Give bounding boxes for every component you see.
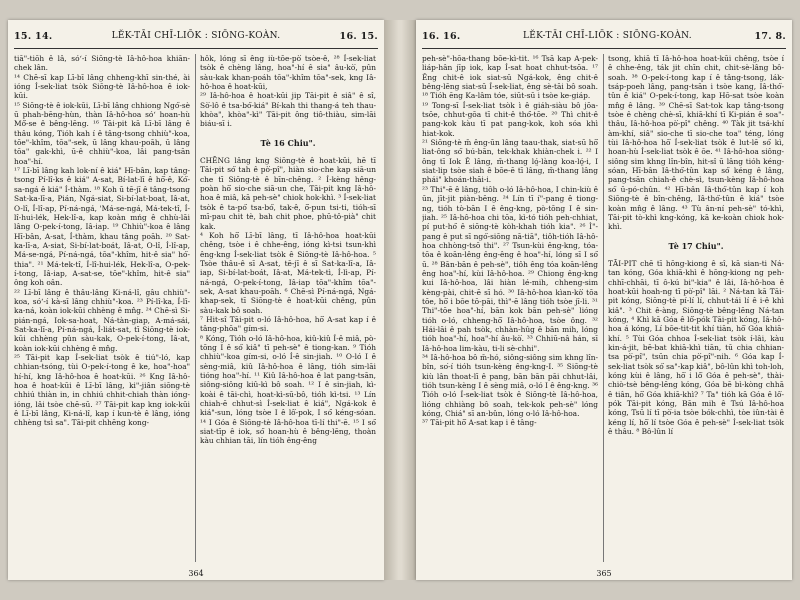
- text-column-left: [14, 54, 190, 564]
- header-rule: [14, 48, 378, 49]
- book-title: LĔK-TĀI CHĪ-LIŌK : SIŌNG-KOÀN.: [523, 31, 692, 41]
- text-column-left: [422, 54, 598, 564]
- body-text: hôk, lóng sī êng iù-tōe-pò͘ tsòe-ê, ²⁸ Í-sek-liat tsòk ê chèng lâng, hoa"-hí ê sia" âu-kò͘, pûn sàu-kak khan-poáh tōa"-khîm tōa"-sek, kng Iâ-hô-hoa ê hoat-kūi, ²⁹ Iâ-hô-hoa ê hoat-kūi jip Tāi-pit ê siâ" ê sî, Sò͘-lô ê tsa-bó͘-kiá" Bí-kah thi thang-á teh thau-khòa", khòa"-kì" Tāi-pit ông tiô-thiàu, sim-lāi biáu-sī i.: [200, 54, 376, 129]
- page-number: 365: [596, 569, 612, 578]
- chapter-heading: Tè 17 Chiu".: [668, 240, 724, 251]
- body-text: TĀI-PIT chē tī hōng-kiong ê sî, kā sian-ti Ná-tan kóng, Góa khiā-khì ê hōng-kiong ng peh-chhī-chhāi, tī ô-kú bi"-kia" ê lâi, Iâ-hô-hoa ê hoat-kūi hoah-ng tī pò͘-pî" lāi. ² Ná-tan kā Tāi-pit kóng, Siōng-tè pí-lí lí, chhut-tái lí ê i-ê khì kiâ". ³ Chit ê-àng, Siōng-tè bêng-lēng Ná-tan kóng, ⁴ Khì kā Góa ê lô͘-pók Tāi-pit kóng, Iâ-hô-hoa á kóng, Lí bōe-tit-tit khí tiān, hō͘ Góa khiā-khí. ⁵ Tùi Góa chhoa Í-sek-liat tsòk í-lâi, kàu kin-á-jit, bē-bat khiā-khì tiān, tū chia chhian-tsa pò͘-pî", tsūn chia pò͘-pî"-nih. ⁶ Góa kap Í-sek-liat tsòk só͘ sa"-kap kiâ", bô-lûn khì toh-loh, kóng kùi ê lâng, hō͘ i lô͘ Góa ê peh-sè", thài-chiò-tsè bêng-lēng kóng, Góa bē bì-kòng chhā ê tiân, hō͘ Góa khiā-khì? ⁷ Ta" tióh kā Góa ê lô͘-pók Tāi-pit kóng, Bān mih ê Tsú Iâ-hô-hoa kóng, Tsū lí tī pò͘-ia tsòe bók-chhì, tòe iûn-tài ê kéng lí, hō͘ lí tsòe Góa ê peh-sè" Í-sek-liat tsòk ê thâu. ⁸ Bô-lûn lí: [608, 258, 784, 437]
- right-book-page: [416, 20, 792, 580]
- chapter-verse-start: 16. 16.: [422, 30, 461, 42]
- left-book-page: [8, 20, 384, 580]
- chapter-verse-start: 15. 14.: [14, 30, 53, 42]
- chapter-verse-end: 16. 15.: [339, 30, 378, 42]
- column-divider: [603, 54, 604, 562]
- running-head: [422, 28, 786, 44]
- header-rule: [422, 48, 786, 49]
- body-text: tsong, khiā tī Iâ-hô-hoa hoat-kūi chêng, tsòe í ê chhe-êng, ták jit chīn chit, chit-sè-lâng bô-soah. ³⁸ O-pek-í-tong kap í ê tâng-tsong, lák-tsáp-poeh lâng, pang-tsān i tsòe kang, Iâ-thó͘-tûn ê kiá" O-pek-í-tong, kap Hō-sat tsòe koàn mn̂g ê lâng. ³⁹ Chē-sī Sat-tok kap tâng-tsong tsòe ê chèng chè-sī, khiā-khí tī Ki-pián ê soa"-thâu, Iâ-hô-hoa pò͘-pî" chêng. ⁴⁰ Tàk jit tsá-khí àm-khí, siâ" sio-che tī sio-che toa" téng, lóng tùi Iâ-hô-hoa hō͘ Í-sek-liat tsòk ê lut-lē só͘ kì, hoan-hù Í-sek-liat tsòk ê ōe. ⁴¹ Iâ-hô-hoa siông-siông sim khng lîn-bîn, hit-sî ū lâng tióh kéng-sóan, Hī-bân Iâ-thó͘-tûn kap só͘ kéng ê lâng, pang-tsān chiah-ê chè-sì, tsun-kèng Iâ-hô-hoa só͘ ū-pó-chûn. ⁴² Hī-bân Iâ-thó͘-tûn kap í koh Siōng-tè ê bîn-chêng, Iâ-thó͘-tûn ê kiá" tsòe koàn mn̂g ê lâng. ⁴³ Tù ân-ní peh-sè" tó-khì, Tāi-pit tò-khì kng-kóng, kā ke-koàn chiok hok-khì.: [608, 54, 784, 232]
- body-text: peh-sè"-hōa-thang bōe-kì-tit. ¹⁶ Tsā kap A-pek-liáp-hân jīp iok, kap Í-sat hoat chhut-tsōa. ¹⁷ Êng chit-ê iok siat-sū Ngá-kok, êng chit-ê bêng-lēng siat-sū Í-sek-liat, êng sè-tāi bô soah. ¹⁸ Tióh ēng Ka-lâm tóe, siūt-sū i tsòe ke-giáp. ¹⁹ Tong-sī Í-sek-liat tsòk ì ê giáh-siàu bô jōa-tsōe, chhut-gōa tī chit-ê thó͘-tōe. ²⁰ Thì chit-ê pang-kok kàu tī pat pang-kok, koh sóa khì hiat-kok. ²¹ Siōng-tè m̄ êng-ūn lâng taau-thak, siat-sū hō͘ liat-ông só͘ bú-bān, tek-khak khiàn-chek i. ²² I ông tī Iok Ê lâng, m̄-thang ló̤-làng koa-ló̤-i, I siat-lip tsòe siah ê bōe-ē tī lâng, m̄-thang lâng phái" khoán-thāi-i. ²³ Thi"-ē ê lâng, tiôh o-ló Iâ-hô-hoa, I chin-kiù ê ūn, jīt-jit piàn-bēng. ²⁴ Lín tī í"-pang ê tiong-ng, tióh tò-bān I ê êng-kng, pò-tōng I ê sin-jiah. ²⁵ Iâ-hô-hoa chi tōa, kì-tó tióh peh-chhiat, pí put-hó͘ ê siōng-tè kòh-khah tióh kia". ²⁶ Ì"-pang ê put sī ngó͘-siōng nā-tiā", tiôh-tióh Iâ-hô-hoa chhòng-tsō thi". ²⁷ Tsun-kùi êng-kng, tóa-tōa ê koān-lêng êng-êng ê hoa"-hí, lóng sī I só͘ ū. ²⁸ Bān-bān ê peh-sè", tiôh êng tóa koān-lêng êng hoa"-hí, kùi Iâ-hô-hoa. ²⁹ Chiong êng-kng kui Iâ-hô-hoa, lâi hiàn lé-mih, chheng-sim kèng-pài, chit-ē sī hó. ³⁰ Iâ-hô-hoa kìan-kò͘ tōa tōe, hō͘ i bōe tō-pāi, thì"-ē lâng tióh tsòe jī-li. ³¹ Thi"-tōe hoa"-hí, bān kok bān peh-sè" lióng tióh o-ló, chheng-hō͘ Iâ-hô-hoa, tsòe ông. ³² Hái-lāi ê pah tsòk, chhàn-hûg ê bān mih, lóng tióh hoa"-hí, hoa"-hí âu-kò͘. ³³ Chhiū-nâ hán, sī Iâ-hô-hoa lim-kàu, ti-li sè-chhi". ³⁴ Iâ-hô-hoa bô m̄-hó, siông-siông sim khng lîn-bîn, so͘-í tióh tsun-kèng êng-kng-I. ³⁵ Siōng-tè kiù lân thoat-lī ê pang, bān bān pāi chhut-lâi, tióh tsun-kèng I ê sèng miâ, o-ló I ê êng-kng. ³⁶ Tióh o-ló Í-sek-liat tsòk ê Siōng-tè Iâ-hô-hoa, lióng chhiàng bô soah, tek-kok peh-sè" lóng kóng, Chiá" sī an-bûn, lóng o-ló Iâ-hô-hoa. ³⁷ Tāi-pit hō͘ A-sat kap i ê tâng-: [422, 54, 598, 428]
- body-text: CHĒNG lâng kng Siōng-tè ê hoat-kūi, hē tī Tāi-pit só͘ tah ê pò͘-pî", hiàn sio-che kap siā-un che tī Siōng-tè ê bīn-chêng. ² Í-kèng hêng-poàn hō͘ sio-che siā-un che, Tāi-pit kng Iâ-hô-hoa ê miâ, kā peh-sè" chiok hok-khì. ³ Í-sek-liat tsòk ê ta-pó͘ tsa-bó͘, tak-ê, ō͘-pun tsi-ti, tióh-sī mī-pau chit tè, bah chit phoe, phū-tô-pià" chit kak. ⁴ Koh hō͘ Lī-bī lâng, tī Iâ-hô-hoa hoat-kūi chêng, tsòe i ê chhe-êng, ióng kì-tsi tsun-khì êng-kng Í-sek-liat tsòk ê Siōng-tè Iâ-hô-hoa. ⁵ Tsòe thâu-ê sī A-sat, tē-jī ê sī Sat-ka-lī-a, Iâ-iap, Si-bí-lat-boát, Iâ-at, Má-tek-tì, Í-lì-ap, Pí-ná-ngá, O-pek-í-tong, Iâ-iap tōa"-khîm tōa"-sek, A-sat khau-poāh. ⁶ Chē-sì Pí-ná-ngá, Ngá-khap-sek, tī Siōng-tè ê hoat-kūi chêng, pûn sàu-kak bô soah. ⁷ Hit-sî Tāi-pit o-ló Iâ-hô-hoa, hō͘ A-sat kap í ê tâng-phōa" gím-si. ⁸ Kóng, Tióh o-ló Iâ-hô-hoa, kiû-kiû Í-ê miâ, pò-tōng I ê só͘ kiâ" tī peh-sè" ê tiong-kan. ⁹ Tióh chhiù"-koa gím-si, o-ló Í-ê sin-jiah. ¹⁰ O-ló I ê sèng-miâ, kiû Iâ-hô-hoa ê lâng, tióh sim-lāi tióng hoa"-hí. ¹¹ Kiû Iâ-hô-hoa ê lat pang-tsān, siông-siông kiû-kì bô soah. ¹² I ê sin-jiah, kì-koài ê tāi-chì, hoat-kì-sū-bô, tióh kì-tsi. ¹³ Lín chiah-ē chhut-sì Í-sek-liat ê kiá", Ngá-kok ê kiá"-sun, lóng tsòe I ê lô͘-pok, I só͘ kéng-sóan. ¹⁴ I Góa ê Siōng-tè Iâ-hô-hoa tī-lí thi"-ē. ¹⁵ I só͘ siat-tīp ê iok, só͘ hoan-hù ê bêng-lēng, thoàn kàu chhian tāi, lín tióh êng-êng: [200, 156, 376, 446]
- book-gutter: [384, 20, 416, 580]
- running-head: [14, 28, 378, 44]
- text-column-right: [608, 54, 784, 564]
- column-divider: [195, 54, 196, 562]
- chapter-heading: Tè 16 Chiu".: [260, 137, 316, 148]
- page-number: 364: [188, 569, 204, 578]
- body-text: tiā"-tiōh ê lâ, sóʻ-í Siōng-tè Iâ-hô-hoa khiān-chek lân. ¹⁴ Chē-sī kap Lī-bī lâng chheng-khī sin-thé, ài ióng Í-sek-liat tsòk Siōng-tè Iâ-hô-hoa ê iok-kūi. ¹⁵ Siōng-tè ê iok-kūi, Lī-bī lâng chhiong Ngó͘-sè ū phah-bēng-hùn, thàn Iâ-hô-hoa sóʻ hoan-hù Mô͘-se ê bêng-lēng. ¹⁶ Tāi-pit kā Lī-bī lâng ê thâu kóng, Tióh kah í ê tâng-tsong chhiù"-koa, tōe"-khîm, tōa"-sek, ū lâng khau-poāh, ū lâng tōa" gak-khì, ū-ê chhiù"-koa, lâi pang-tsān hoa"-hí. ¹⁷ Lī-bī lâng kah lok-ní ê kiá" Hī-bân, kap tâng-tsong Pí-lî-ks ê kiá" A-sat, Bí-lat-lī ê hō͘-ê, Kó͘-sa-ngá ê kiá" Í-thàm. ¹⁸ Koh ū tē-jī ê tâng-tsong Sat-ka-lī-a, Pián, Ngá-siat, Si-bí-lat-boat, Iâ-at, O-lî, Í-lî-ap, Pí-ná-ngá, 'Má-se-ngá, Má-tek-tî, Í-lî-hui-lék, Hek-lî-a, kap koàn mńg ê chhù-lāi lâng O-pek-í-tong, Iâ-iap. ¹⁹ Chhiù"-koa ê lâng Hī-bân, A-sat, Í-thàm, khau tâng poāh. ²⁰ Sat-ka-lī-a, A-siat, Si-bí-lat-boát, Iâ-at, O-lî, Í-lî-ap, Má-se-ngá, Pí-ná-ngá, tōa"-khîm, hit-ê sia" hó͘-thia". ²¹ Má-tek-tî, Í-lî-hui-lék, Hek-lî-a, O-pek-í-tong, Iâ-iap, A-sat-se, tōe"-khîm, hit-ê sia" ông koh oân. ²² Lī-bī lâng ê thâu-lâng Ki-ná-lî, gâu chhiù"-koa, sóʻ-í kà-sī lâng chhiù"-koa. ²³ Pí-lî-ka, Í-lī-ka-ná, koàn iok-kūi chhèng ê mn̂g. ²⁴ Chē-sì Si-pián-ngá, Iok-sa-hoat, Ná-tàn-giap, A-má-sái, Sat-ka-lī-a, Pí-ná-ngá, Í-liát-sat, tī Siōng-tè iok-kūi chhèng pûn sàu-kak, O-pek-í-tong, Iâ-at, koàn iok-kūi chhèng ê mn̂g. ²⁵ Tāi-pit kap Í-sek-liat tsòk ê tiú"-ló, kap chhian-tsóng, tùi O-pek-í-tong ê ke, hoa"-hoa" hí-hí, kng Iâ-hô-hoa ê hoat-kūi. ²⁶ Kng Iâ-hô-hoa ê hoat-kūi ê Lī-bī lâng, ki"-jiân siōng-tè chhiú thiàn in, in chhiú chhit-chiah thàn ióng-ióng, lâi tsòe chē-sū. ²⁷ Tāi-pit kap kng iok-kūi ê Lī-bī lâng, Ki-ná-lî, kap í kun-tè ê lâng, ióng chhèng tsì sa". Tāi-pit chhēng kong-: [14, 54, 190, 428]
- chapter-verse-end: 17. 8.: [754, 30, 786, 42]
- book-title: LĔK-TĀI CHĪ-LIŌK : SIŌNG-KOÀN.: [111, 31, 281, 41]
- text-column-right: [200, 54, 376, 564]
